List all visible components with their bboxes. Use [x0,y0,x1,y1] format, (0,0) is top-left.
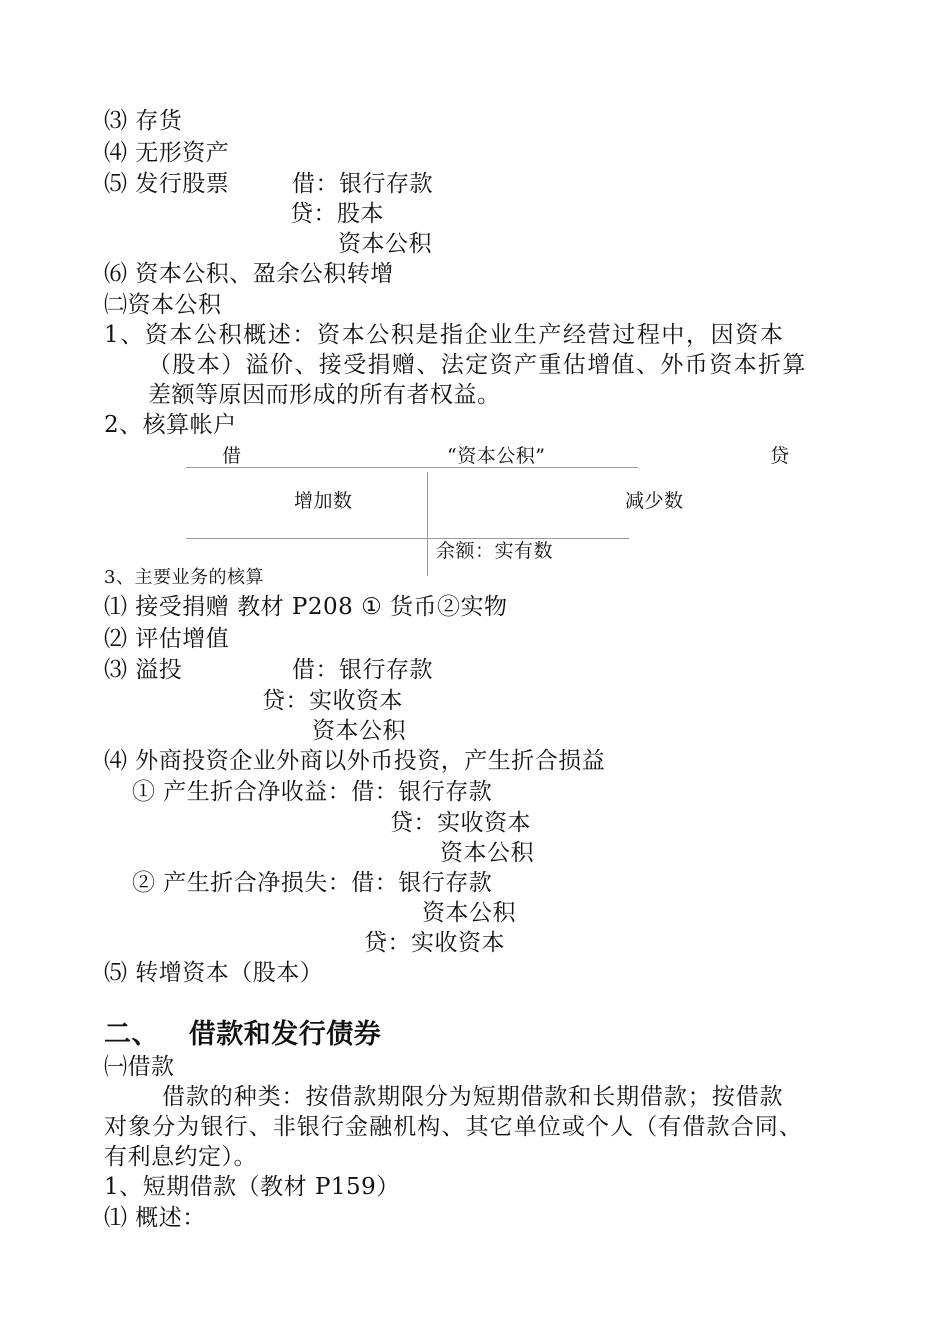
item-capital-increase: ⑸ 转增资本（股本） [104,960,324,986]
item-donation: ⑴ 接受捐赠 教材 P208 ① 货币②实物 [104,594,508,620]
sub-net-loss: ② 产生折合净损失：借：银行存款 [132,870,493,896]
entry-capital-reserve: 资本公积 [338,231,432,257]
t-account-balance-rule [186,538,629,539]
heading-main-business: 3、主要业务的核算 [104,567,264,588]
t-account-top-rule [186,467,638,468]
para-loan-types-line2: 对象分为银行、非银行金融机构、其它单位或个人（有借款合同、 [104,1114,803,1140]
para-overview-line1: 1、资本公积概述：资本公积是指企业生产经营过程中，因资本 [104,322,785,348]
heading-short-term-loans: 1、短期借款（教材 P159） [104,1174,400,1200]
entry-gain-credit: 贷：实收资本 [390,810,531,836]
entry-loss-credit: 贷：实收资本 [364,930,505,956]
item-overview: ⑴ 概述： [104,1205,206,1231]
entry-loss-reserve: 资本公积 [422,900,516,926]
item-intangible-assets: ⑷ 无形资产 [104,140,230,166]
section-loans: ㈠借款 [104,1054,175,1080]
t-account-left-increase: 增加数 [294,490,353,512]
item-issue-stock: ⑸ 发行股票 [104,171,230,197]
sub-net-gain: ① 产生折合净收益：借：银行存款 [132,779,493,805]
para-loan-types-line1: 借款的种类：按借款期限分为短期借款和长期借款；按借款 [162,1084,784,1110]
t-account-balance: 余额：实有数 [436,540,554,562]
para-loan-types-line3: 有利息约定）。 [104,1144,257,1170]
entry-premium-debit: 借：银行存款 [292,657,433,683]
t-account-center-rule [427,472,428,576]
entry-credit-capital-stock: 贷：股本 [290,201,384,227]
t-account-debit: 借 [222,445,242,467]
t-account-right-decrease: 减少数 [625,490,684,512]
item-premium: ⑶ 溢投 [104,657,183,683]
t-account-title: “资本公积” [447,445,546,467]
section-capital-reserve: ㈡资本公积 [104,292,222,318]
heading-accounts: 2、核算帐户 [104,412,237,438]
item-inventory: ⑶ 存货 [104,108,183,134]
entry-debit-bank: 借：银行存款 [292,171,433,197]
para-overview-line2: （股本）溢价、接受捐赠、法定资产重估增值、外币资本折算 [148,352,807,378]
item-reserve-conversion: ⑹ 资本公积、盈余公积转增 [104,261,394,287]
t-account-credit: 贷 [770,445,790,467]
para-overview-line3: 差额等原因而形成的所有者权益。 [148,382,501,408]
entry-premium-reserve: 资本公积 [312,718,406,744]
entry-gain-reserve: 资本公积 [440,840,534,866]
section-heading-loans-bonds: 二、 借款和发行债券 [104,1019,382,1050]
item-appraisal: ⑵ 评估增值 [104,626,230,652]
item-foreign-investment: ⑷ 外商投资企业外商以外币投资，产生折合损益 [104,748,606,774]
entry-premium-credit: 贷：实收资本 [262,688,403,714]
